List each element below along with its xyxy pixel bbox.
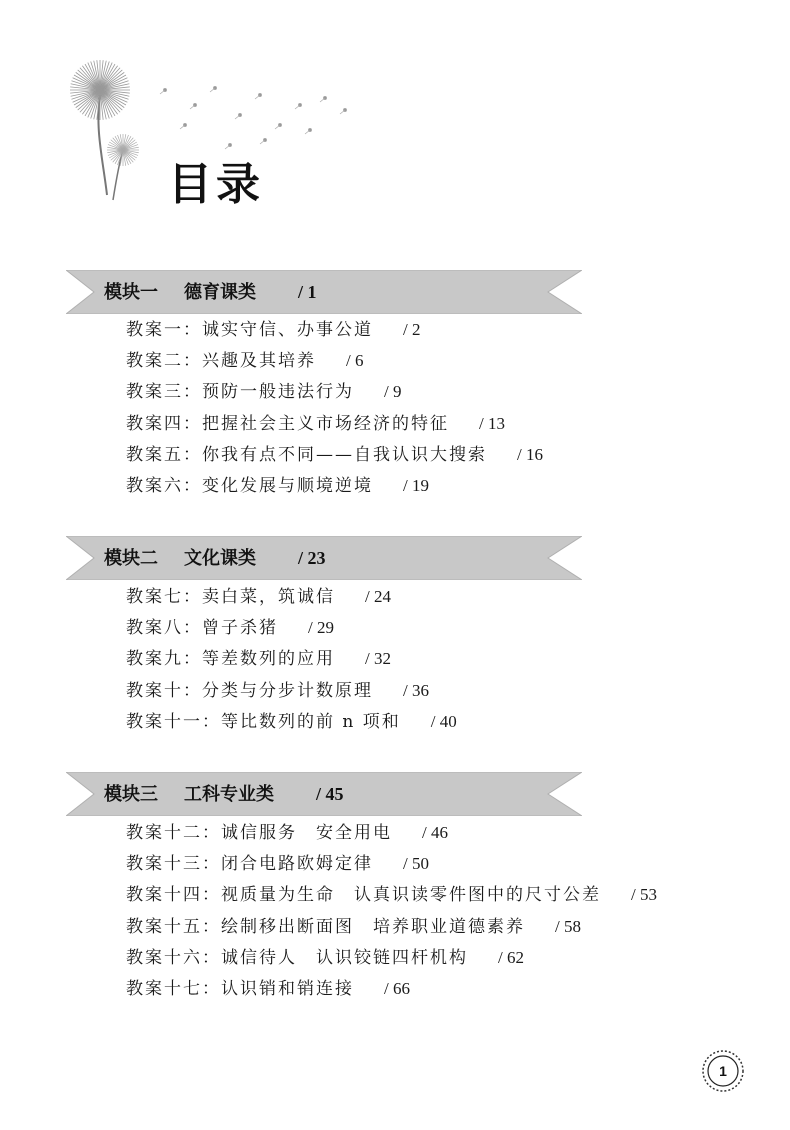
entry-label: 教案十二： xyxy=(126,823,221,843)
page-number: 1 xyxy=(719,1063,727,1079)
entry-title: 诚实守信、办事公道 xyxy=(202,320,373,340)
module-page: / 23 xyxy=(298,548,326,568)
module-name: 文化课类 xyxy=(184,548,256,569)
toc-entry[interactable] xyxy=(126,849,429,879)
entry-page: / 40 xyxy=(430,711,457,731)
entry-title: 绘制移出断面图 培养职业道德素养 xyxy=(221,916,525,937)
module-label: 模块三 xyxy=(104,784,158,805)
entry-label: 教案十一： xyxy=(126,711,221,732)
module-name: 工科专业类 xyxy=(184,784,274,805)
entry-page: / 66 xyxy=(384,979,410,998)
module-page: / 1 xyxy=(298,282,317,302)
entry-label: 教案十五： xyxy=(126,916,221,937)
entry-label: 教案六： xyxy=(126,476,202,496)
entry-label: 教案十： xyxy=(126,680,202,701)
entry-page: / 13 xyxy=(479,413,505,433)
entry-title: 把握社会主义市场经济的特征 xyxy=(202,413,449,434)
entry-label: 教案十六： xyxy=(126,947,221,968)
entry-title: 分类与分步计数原理 xyxy=(202,680,373,701)
entry-label: 教案十四： xyxy=(126,885,221,906)
entry-page: / 24 xyxy=(365,587,391,606)
toc-entry[interactable] xyxy=(126,912,581,942)
entry-page: / 46 xyxy=(422,823,448,842)
entry-page: / 53 xyxy=(631,885,657,905)
entry-title: 诚信待人 认识铰链四杆机构 xyxy=(221,947,468,968)
module-page: / 45 xyxy=(316,784,344,804)
entry-page: / 58 xyxy=(555,916,581,936)
entry-title: 诚信服务 安全用电 xyxy=(221,823,392,843)
module-label: 模块一 xyxy=(104,282,158,303)
entry-label: 教案五： xyxy=(126,444,202,465)
toc-entry[interactable] xyxy=(126,613,334,643)
entry-label: 教案四： xyxy=(126,413,202,434)
entry-label: 教案三： xyxy=(126,382,202,403)
toc-entry[interactable] xyxy=(126,644,391,674)
entry-title: 兴趣及其培养 xyxy=(202,351,316,372)
entry-label: 教案十七： xyxy=(126,979,221,999)
page-number-badge xyxy=(700,1048,746,1094)
toc-entry[interactable] xyxy=(126,315,420,345)
entry-title: 视质量为生命 认真识读零件图中的尺寸公差 xyxy=(221,885,601,906)
entry-label: 教案二： xyxy=(126,351,202,372)
entry-label: 教案八： xyxy=(126,618,202,639)
entry-page: / 16 xyxy=(517,444,543,464)
entry-title: 预防一般违法行为 xyxy=(202,382,354,403)
toc-entry[interactable] xyxy=(126,818,448,848)
toc-entry[interactable] xyxy=(126,582,391,612)
entry-title: 卖白菜，筑诚信 xyxy=(202,587,335,607)
module-banner xyxy=(66,536,582,580)
toc-entry[interactable] xyxy=(126,943,524,973)
entry-title: 闭合电路欧姆定律 xyxy=(221,854,373,875)
toc-entry[interactable] xyxy=(126,377,401,407)
entry-page: / 29 xyxy=(308,618,334,638)
toc-entry[interactable] xyxy=(126,707,457,737)
toc-entry[interactable] xyxy=(126,880,657,910)
entry-page: / 2 xyxy=(403,320,421,339)
entry-title: 认识销和销连接 xyxy=(221,979,354,999)
module-name: 德育课类 xyxy=(184,282,256,303)
entry-page: / 19 xyxy=(403,476,429,495)
module-banner xyxy=(66,270,582,314)
entry-page: / 9 xyxy=(384,382,402,402)
entry-title: 等比数列的前 n 项和 xyxy=(221,711,401,732)
toc-entry[interactable] xyxy=(126,346,363,376)
toc-entry[interactable] xyxy=(126,676,429,706)
toc-entry[interactable] xyxy=(126,974,410,1004)
entry-page: / 6 xyxy=(346,351,364,371)
page-title: 目录 xyxy=(168,159,264,210)
entry-label: 教案一： xyxy=(126,320,202,340)
toc-entry[interactable] xyxy=(126,440,543,470)
toc-entry[interactable] xyxy=(126,409,505,439)
entry-page: / 36 xyxy=(403,680,429,700)
toc-entry[interactable] xyxy=(126,471,429,501)
entry-label: 教案七： xyxy=(126,587,202,607)
entry-label: 教案十三： xyxy=(126,854,221,875)
entry-title: 你我有点不同——自我认识大搜索 xyxy=(202,444,487,465)
entry-title: 变化发展与顺境逆境 xyxy=(202,476,373,496)
entry-title: 曾子杀猪 xyxy=(202,618,278,639)
module-label: 模块二 xyxy=(104,548,158,569)
entry-page: / 32 xyxy=(365,649,391,669)
module-banner xyxy=(66,772,582,816)
entry-label: 教案九： xyxy=(126,649,202,670)
entry-title: 等差数列的应用 xyxy=(202,649,335,670)
entry-page: / 62 xyxy=(498,947,524,967)
entry-page: / 50 xyxy=(403,854,429,874)
